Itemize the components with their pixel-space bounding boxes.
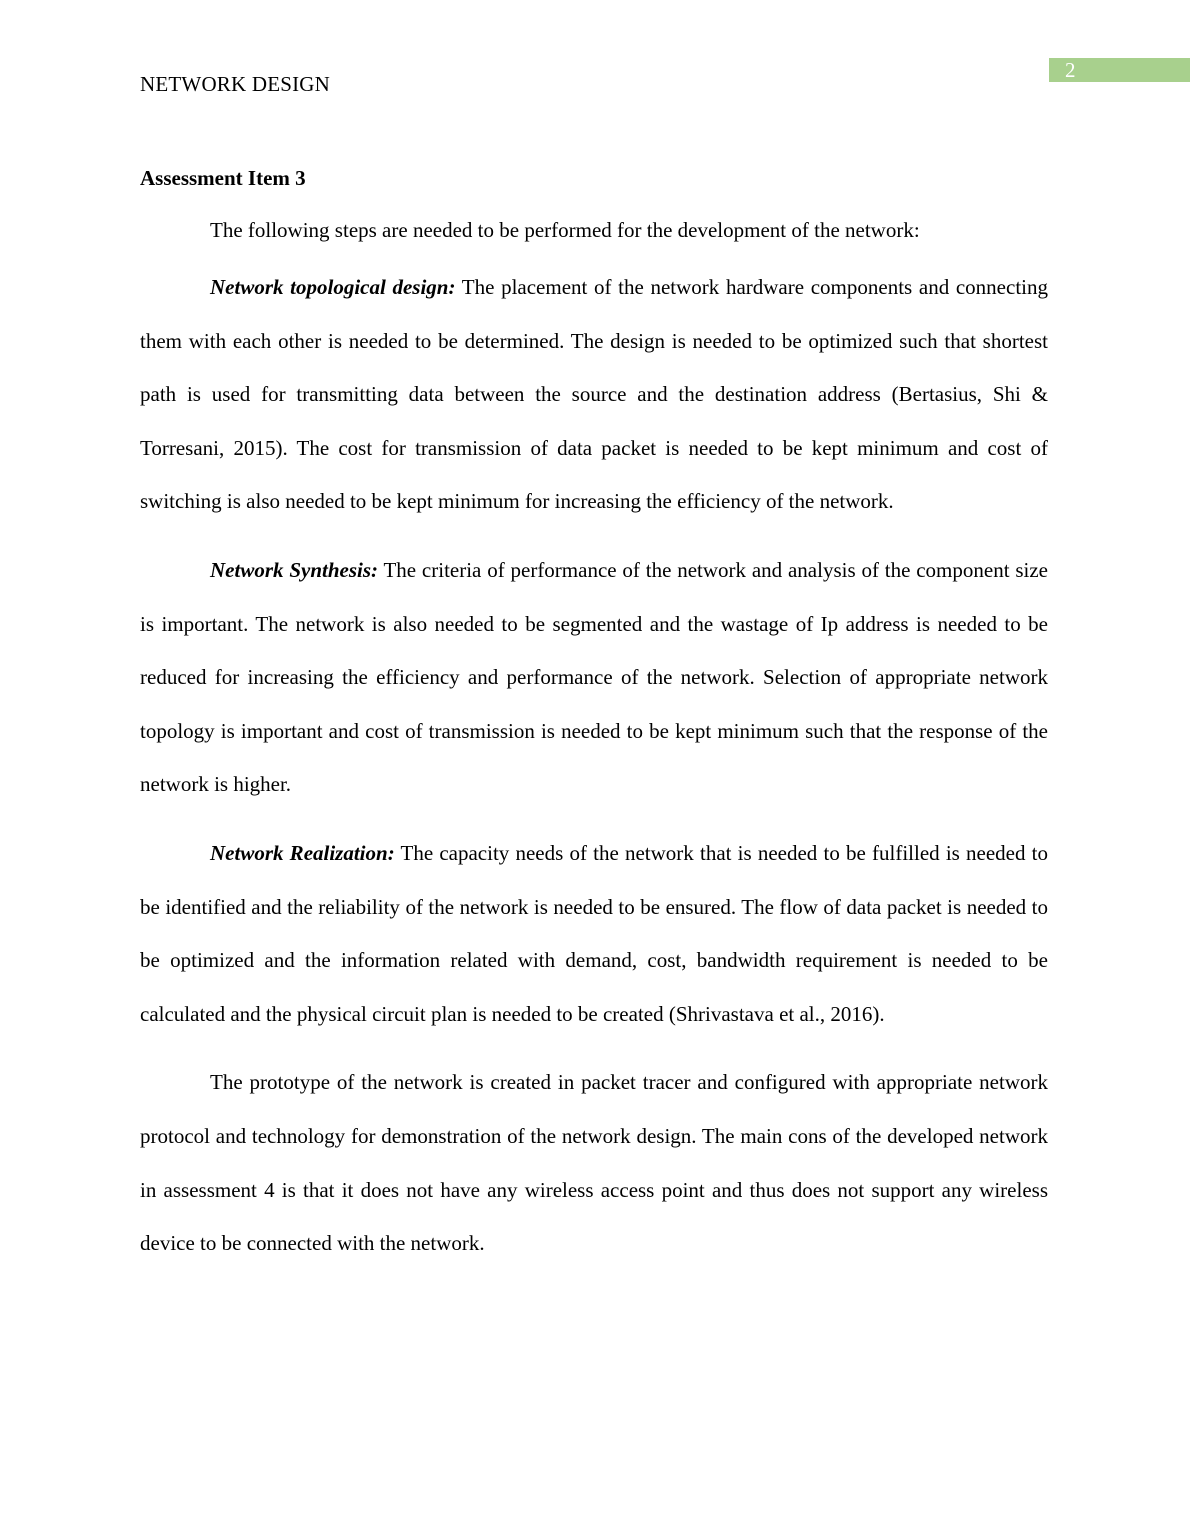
text-network-realization: The capacity needs of the network that is needed to be fulfilled is needed to be identified and the reliability of the network is needed to be ensured. The flow of data packet is needed to be optimized and the information related with demand, cost, bandwidth requirement is needed to be calculated and the physical circuit plan is needed to be created (Shrivastava et al., 2016).: [140, 840, 1049, 1026]
closing-paragraph: The prototype of the network is created in packet tracer and configured with appropriate network protocol and technology for demonstration of the network design. The main cons of the developed network in assessment 4 is that it does not have any wireless access point and thus does not support any wireless device to be connected with the network.: [140, 1070, 1048, 1256]
paragraph-network-synthesis: [140, 544, 1048, 812]
document-body: [140, 163, 1048, 1286]
paragraph-network-realization: [140, 827, 1048, 1041]
running-head: NETWORK DESIGN: [140, 72, 331, 96]
term-topological-design: Network topological design:: [210, 275, 456, 299]
paragraph-topological-design: [140, 261, 1048, 529]
page-number: 2: [1049, 58, 1190, 82]
section-heading: Assessment Item 3: [140, 166, 306, 190]
term-network-synthesis: Network Synthesis:: [210, 557, 379, 582]
intro-paragraph: The following steps are needed to be performed for the development of the network:: [210, 218, 920, 242]
text-topological-design: The placement of the network hardware components and connecting them with each other is needed to be determined. The design is needed to be optimized such that shortest path is used for transmitting data between the source and the destination address (Bertasius, Shi & Torresani, 2015). The cost for transmission of data packet is needed to be kept minimum and cost of switching is also needed to be kept minimum for increasing the efficiency of the network.: [140, 275, 1048, 514]
term-network-realization: Network Realization:: [210, 840, 395, 865]
text-network-synthesis: The criteria of performance of the network and analysis of the component size is important. The network is also needed to be segmented and the wastage of Ip address is needed to be reduced for increasing the efficiency and performance of the network. Selection of appropriate network topology is important and cost of transmission is needed to be kept minimum such that the response of the network is higher.: [140, 557, 1049, 797]
